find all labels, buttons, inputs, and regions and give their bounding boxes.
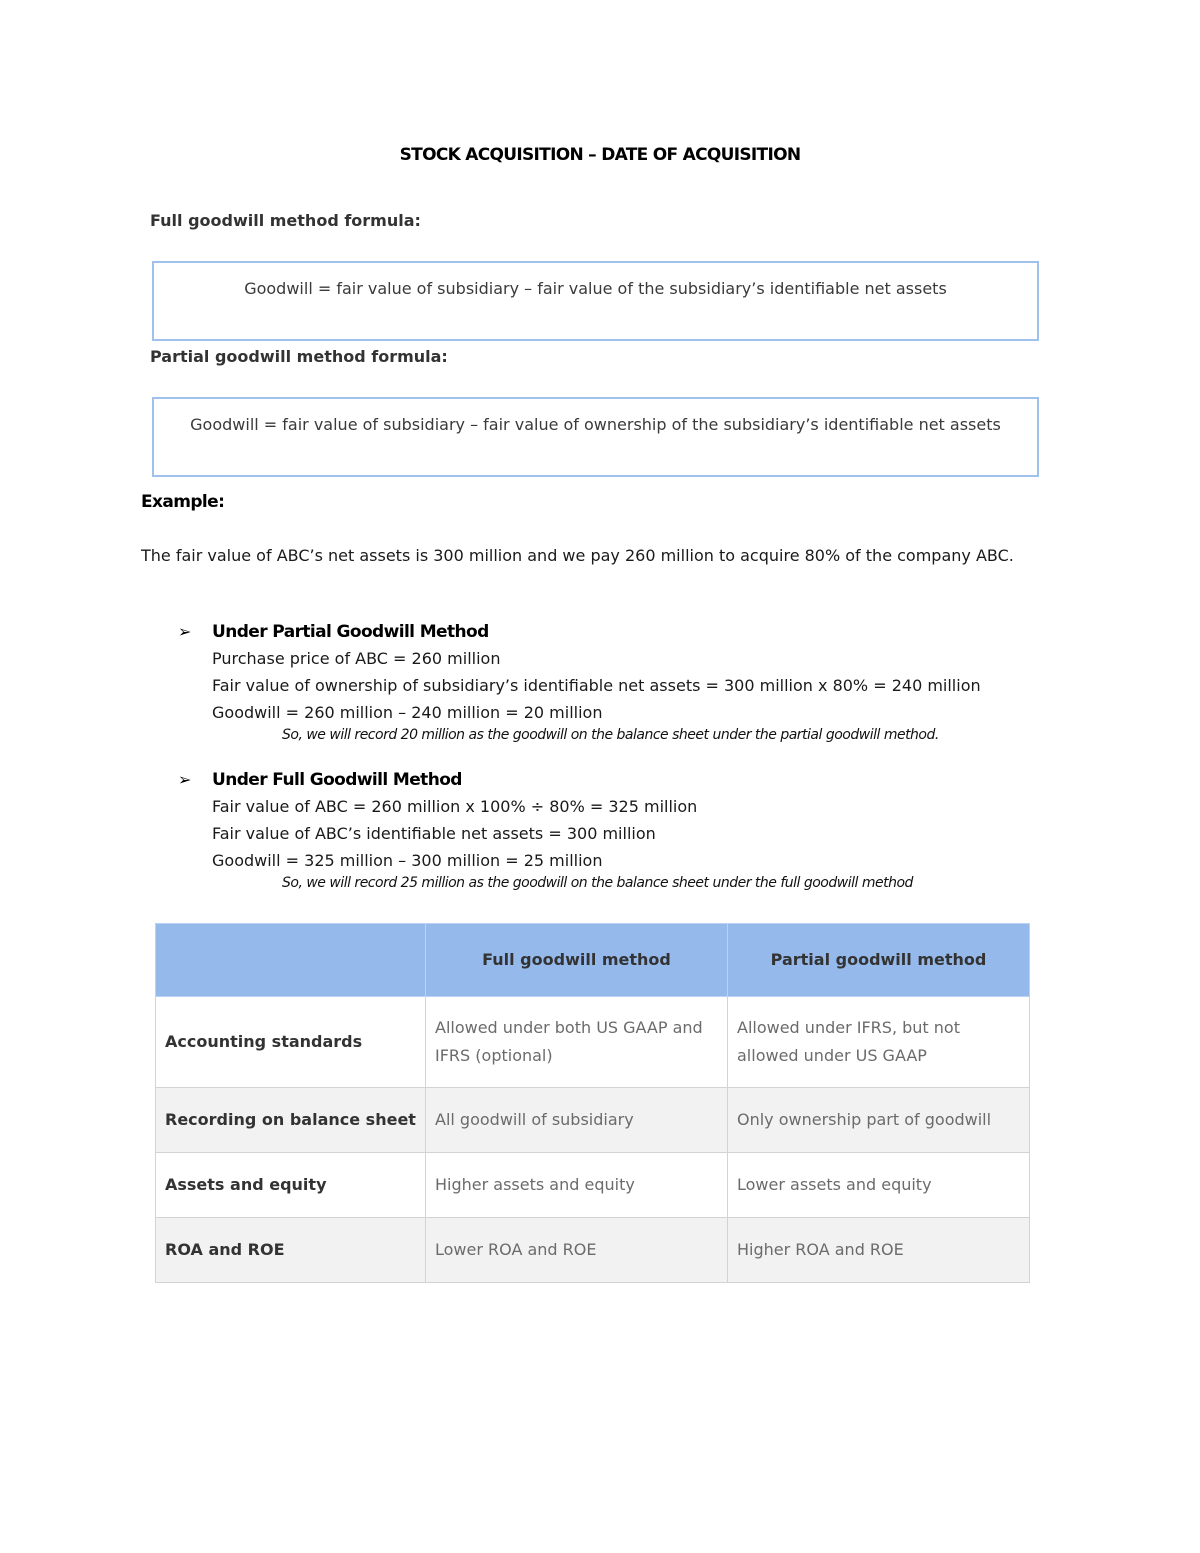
table-row [156, 1153, 1030, 1218]
comparison-table [155, 923, 1030, 1283]
example-label: Example: [141, 492, 225, 512]
table-cell: Only ownership part of goodwill [728, 1088, 1030, 1153]
table-cell: Higher ROA and ROE [728, 1218, 1030, 1283]
full-method-note: So, we will record 25 million as the goodwill on the balance sheet under the full goodwill method [282, 875, 913, 891]
table-row [156, 1088, 1030, 1153]
table-header-cell: Full goodwill method [426, 924, 728, 997]
page-title: STOCK ACQUISITION – DATE OF ACQUISITION [399, 145, 801, 165]
table-header-row [156, 924, 1030, 997]
table-row-header: Accounting standards [156, 997, 426, 1088]
table-row [156, 997, 1030, 1088]
arrow-bullet-icon: ➢ [178, 622, 192, 641]
partial-method-line: Fair value of ownership of subsidiary’s identifiable net assets = 300 million x 80% = 240 million [212, 676, 981, 695]
full-method-section [178, 767, 1058, 892]
full-method-heading: Under Full Goodwill Method [212, 770, 462, 790]
full-formula-label: Full goodwill method formula: [150, 211, 421, 230]
table-row-header: Assets and equity [156, 1153, 426, 1218]
partial-method-section [178, 619, 1058, 744]
table-cell: Lower assets and equity [728, 1153, 1030, 1218]
table-cell: All goodwill of subsidiary [426, 1088, 728, 1153]
table-header-cell: Partial goodwill method [728, 924, 1030, 997]
table-cell: Allowed under both US GAAP and IFRS (optional) [426, 997, 728, 1088]
partial-formula-label: Partial goodwill method formula: [150, 347, 448, 366]
partial-method-line: Purchase price of ABC = 260 million [212, 649, 501, 668]
full-formula-text: Goodwill = fair value of subsidiary – fair value of the subsidiary’s identifiable net assets [244, 279, 947, 298]
table-row [156, 1218, 1030, 1283]
partial-formula-text: Goodwill = fair value of subsidiary – fair value of ownership of the subsidiary’s identifiable net assets [190, 415, 1001, 434]
partial-method-line: Goodwill = 260 million – 240 million = 20 million [212, 703, 603, 722]
table-cell: Higher assets and equity [426, 1153, 728, 1218]
table-header-cell [156, 924, 426, 997]
table-cell: Lower ROA and ROE [426, 1218, 728, 1283]
partial-method-note: So, we will record 20 million as the goodwill on the balance sheet under the partial goodwill method. [282, 727, 939, 743]
example-paragraph: The fair value of ABC’s net assets is 300 million and we pay 260 million to acquire 80% of the company ABC. [141, 546, 1014, 565]
table-row-header: ROA and ROE [156, 1218, 426, 1283]
full-method-line: Fair value of ABC = 260 million x 100% ÷ 80% = 325 million [212, 797, 698, 816]
full-method-line: Goodwill = 325 million – 300 million = 25 million [212, 851, 603, 870]
arrow-bullet-icon: ➢ [178, 770, 192, 789]
table-row-header: Recording on balance sheet [156, 1088, 426, 1153]
partial-formula-box [152, 397, 1039, 477]
full-method-line: Fair value of ABC’s identifiable net assets = 300 million [212, 824, 656, 843]
full-formula-box [152, 261, 1039, 341]
table-cell: Allowed under IFRS, but not allowed under US GAAP [728, 997, 1030, 1088]
partial-method-heading: Under Partial Goodwill Method [212, 622, 489, 642]
